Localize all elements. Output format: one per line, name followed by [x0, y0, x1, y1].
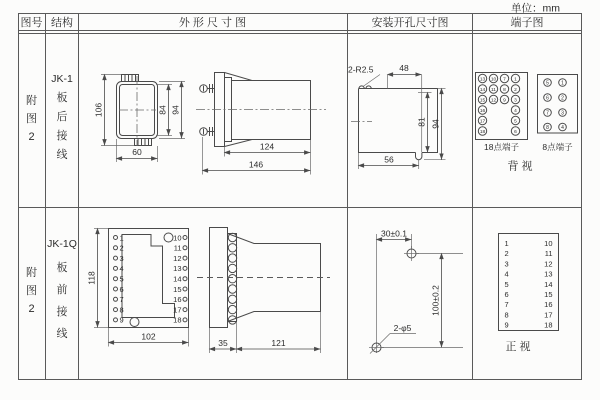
table-header [21, 15, 544, 29]
jk1q-terminal-diagram [499, 234, 559, 354]
terminal-number: 13 [544, 269, 553, 279]
jk1-front-view-drawing [94, 75, 186, 163]
terminal-knob [228, 295, 236, 303]
terminal-number: 17 [173, 305, 182, 315]
terminal-pin-number: 14 [479, 87, 486, 93]
front-terminal-numbers [114, 233, 188, 324]
terminal-number: 18 [544, 320, 553, 330]
rear-view-label: 背 视 [507, 160, 533, 173]
mounting-screw-icon [200, 127, 215, 136]
dim-60: 60 [132, 147, 142, 157]
jk1q-side-view-drawing [197, 228, 330, 354]
terminal-dot [114, 287, 118, 291]
terminal-number: 5 [504, 279, 509, 289]
dim-118: 118 [86, 271, 97, 285]
terminal-dot [114, 256, 118, 260]
terminal-pin-number: 18 [479, 129, 486, 135]
terminal-knob [228, 244, 236, 252]
row1-wiring-char: 板 [56, 92, 68, 104]
label-2-phi5: 2-φ5 [393, 323, 412, 333]
terminal-18pt-label: 18点端子 [484, 142, 519, 152]
terminal-number: 14 [544, 279, 553, 289]
terminal-number: 15 [173, 284, 182, 294]
jk1-terminal-diagram [476, 73, 578, 173]
terminal-knob [228, 285, 236, 293]
terminal-knob [228, 305, 236, 313]
row2-wiring-char: 接 [56, 306, 68, 318]
row1-wiring-char: 线 [56, 149, 68, 161]
terminal-pin-number: 3 [561, 110, 564, 117]
terminal-number: 15 [544, 290, 553, 299]
unit-label: 单位：mm [511, 2, 560, 15]
dim-100: 100±0.2 [430, 285, 441, 316]
terminal-number: 7 [119, 295, 124, 305]
row2-wiring-char: 线 [56, 328, 68, 340]
terminal-dot [114, 318, 118, 322]
terminal-8pt-label: 8点端子 [542, 142, 573, 152]
terminal-number: 12 [544, 259, 553, 269]
jk1q-mounting-holes-drawing [369, 229, 463, 354]
terminal-pin-number: 5 [514, 119, 517, 125]
terminal-pin-number: 1 [561, 80, 564, 87]
row2-structure-label [47, 238, 77, 340]
row1-wiring-char: 接 [56, 130, 68, 142]
terminal-18pt-pins [478, 74, 519, 135]
dim-81: 81 [416, 117, 427, 127]
row1-model: JK-1 [51, 73, 73, 85]
terminal-number: 13 [173, 264, 182, 274]
terminal-number: 11 [173, 243, 182, 253]
terminal-pin-number: 2 [514, 87, 517, 93]
row1-fig-char: 2 [28, 131, 35, 143]
terminal-number: 4 [119, 264, 124, 274]
terminal-8pt-pins [544, 79, 567, 131]
terminal-pin-number: 4 [514, 108, 517, 114]
table-grid [18, 14, 582, 380]
terminal-pin-number: 7 [546, 110, 549, 117]
terminal-knob [228, 254, 236, 262]
terminal-dot [114, 308, 118, 312]
terminal-pin-number: 5 [546, 80, 549, 87]
row2-wiring-char: 前 [56, 284, 68, 296]
row2-model: JK-1Q [47, 238, 77, 250]
dim-48: 48 [399, 63, 409, 73]
terminal-dot [183, 256, 187, 260]
terminal-pin-number: 1 [514, 77, 517, 83]
terminal-number: 6 [504, 290, 509, 299]
terminal-dot [114, 246, 118, 250]
front-view-label: 正 视 [505, 341, 531, 353]
terminal-pin-number: 7 [503, 77, 506, 83]
terminal-pin-number: 12 [490, 98, 497, 104]
header-outline-dims: 外 形 尺 寸 图 [178, 17, 247, 29]
terminal-dot [183, 297, 187, 301]
terminal-pin-number: 4 [561, 124, 564, 131]
terminal-number: 2 [119, 243, 124, 253]
dim-84: 84 [157, 105, 168, 115]
terminal-dot [183, 246, 187, 250]
terminal-pin-number: 2 [561, 95, 564, 102]
terminal-pin-number: 3 [514, 98, 517, 104]
terminal-dot [114, 266, 118, 270]
row2-fig-char: 附 [26, 267, 37, 279]
dim-124: 124 [259, 141, 275, 152]
terminal-dot [114, 297, 118, 301]
terminal-dot [183, 287, 187, 291]
terminal-pin-number: 8 [546, 124, 549, 131]
row1-fig-char: 图 [26, 113, 37, 125]
terminal-number: 2 [504, 249, 509, 259]
dim-56: 56 [384, 154, 394, 165]
terminal-pin-number: 6 [514, 129, 517, 135]
terminal-number: 1 [504, 239, 509, 248]
side-terminal-knobs [228, 233, 236, 324]
dim-146: 146 [248, 159, 264, 170]
terminal-number: 9 [504, 320, 509, 330]
jk1-mounting-cutout-drawing [348, 63, 446, 169]
terminal-pin-number: 8 [503, 87, 506, 93]
dim-94: 94 [170, 105, 181, 115]
terminal-number: 18 [173, 315, 182, 325]
mounting-hole-icon [164, 233, 173, 242]
terminal-number: 6 [119, 284, 124, 294]
terminal-number: 8 [504, 310, 509, 320]
dim-35: 35 [218, 338, 228, 348]
terminal-pin-number: 15 [479, 98, 486, 104]
terminal-pin-number: 16 [479, 108, 486, 114]
terminal-number: 5 [119, 274, 124, 284]
terminal-dot [183, 236, 187, 240]
dim-106: 106 [93, 102, 104, 118]
mounting-screw-icon [200, 84, 215, 93]
terminal-dot [183, 318, 187, 322]
dim-121: 121 [271, 338, 286, 348]
dim-94-cutout: 94 [430, 119, 441, 129]
row1-structure-label [51, 73, 73, 161]
terminal-pin-number: 9 [503, 98, 506, 104]
terminal-number: 17 [544, 310, 553, 320]
terminal-dot [183, 277, 187, 281]
terminal-dot [183, 266, 187, 270]
header-structure: 结构 [51, 17, 73, 29]
row1-fig-char: 附 [26, 95, 37, 107]
jk1-side-view-drawing [196, 73, 326, 175]
jk1q-front-view-drawing [87, 229, 189, 347]
terminal-dot [183, 308, 187, 312]
terminal-pin-number: 10 [490, 77, 497, 83]
row2-wiring-char: 板 [56, 262, 68, 274]
row2-fig-char: 2 [28, 303, 35, 315]
header-mounting-holes: 安装开孔尺寸图 [371, 17, 449, 29]
header-terminal-diagram: 端子图 [510, 17, 544, 29]
terminal-number: 4 [504, 269, 509, 279]
terminal-number: 12 [173, 253, 182, 263]
terminal-number: 8 [119, 305, 124, 315]
terminal-number: 3 [504, 259, 509, 269]
terminal-pin-number: 6 [546, 95, 549, 102]
terminal-dot [114, 277, 118, 281]
mounting-hole-icon [130, 318, 139, 327]
row2-figure-label [26, 265, 37, 315]
terminal-number: 1 [119, 233, 124, 243]
label-2-r2.5: 2-R2.5 [348, 64, 374, 75]
terminal-number: 14 [173, 274, 182, 284]
terminal-pin-number: 17 [479, 119, 486, 125]
row1-wiring-char: 后 [56, 111, 68, 123]
terminal-number: 16 [544, 300, 553, 310]
dim-30: 30±0.1 [381, 228, 407, 239]
terminal-number: 9 [119, 315, 124, 325]
terminal-knob [228, 275, 236, 283]
terminal-number: 11 [544, 249, 553, 259]
terminal-pin-number: 13 [479, 77, 486, 83]
header-fig-no: 图号 [20, 17, 43, 29]
row1-figure-label [26, 93, 37, 143]
terminal-list-numbers [505, 239, 553, 330]
terminal-number: 10 [173, 233, 182, 243]
terminal-number: 3 [119, 253, 124, 263]
terminal-knob [228, 264, 236, 272]
dim-102: 102 [141, 331, 156, 342]
terminal-number: 16 [173, 295, 182, 305]
terminal-pin-number: 11 [491, 87, 496, 93]
terminal-dot [114, 236, 118, 240]
terminal-number: 10 [544, 239, 553, 248]
row2-fig-char: 图 [26, 285, 37, 297]
terminal-number: 7 [504, 300, 509, 310]
